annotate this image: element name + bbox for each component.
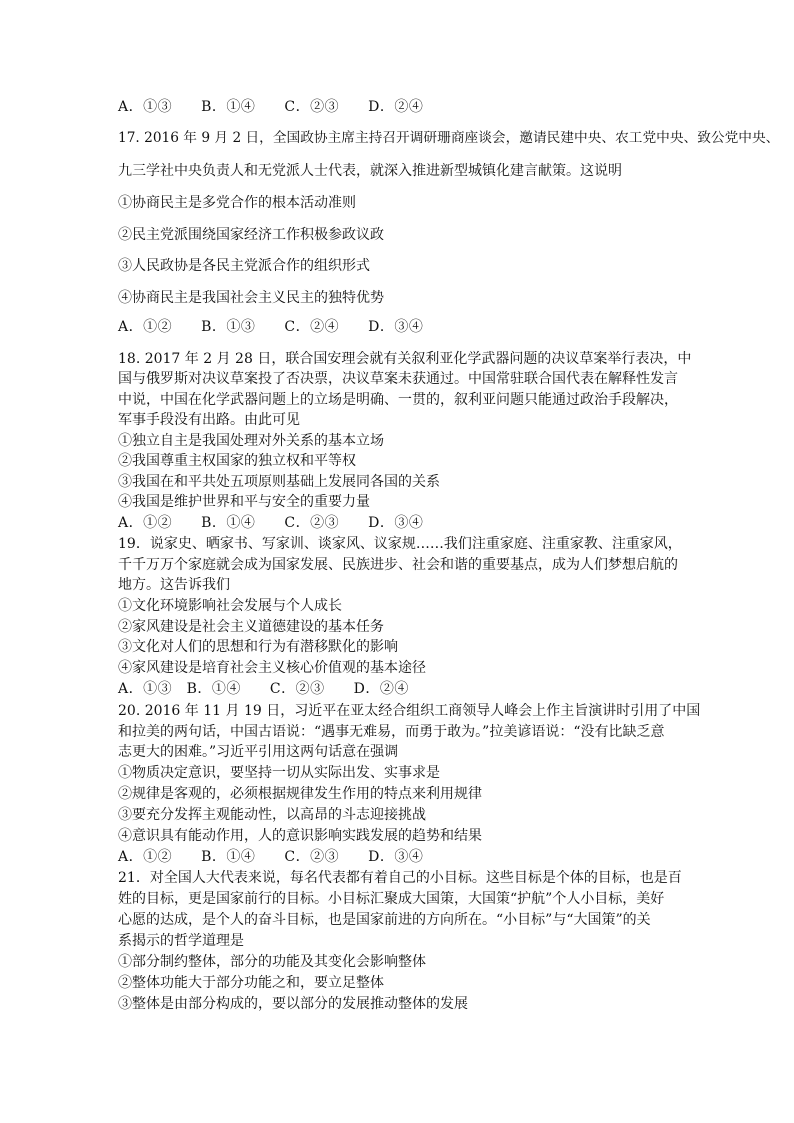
q21-stem-line-1: 21．对全国人大代表来说，每名代表都有着自己的小目标。这些目标是个体的目标，也是百 (118, 870, 682, 886)
q17-item-1: ①协商民主是多党合作的根本活动准则 (118, 195, 356, 211)
q20-stem-line-2: 和拉美的两句话，中国古语说：“遇事无难易，而勇于敢为。”拉美谚语说：“没有比缺乏意 (118, 724, 665, 740)
q20-stem-line-1: 20. 2016 年 11 月 19 日，习近平在亚太经合组织工商领导人峰会上作主旨演讲时引用了中国 (118, 703, 701, 719)
q17-item-2: ②民主党派围绕国家经济工作积极参政议政 (118, 227, 384, 243)
q18-item-3: ③我国在和平共处五项原则基础上发展同各国的关系 (118, 474, 440, 490)
q18-stem-line-1: 18. 2017 年 2 月 28 日，联合国安理会就有关叙利亚化学武器问题的决议草案举行表决，中 (118, 351, 692, 367)
q17-stem-line-1: 17. 2016 年 9 月 2 日，全国政协主席主持召开调研珊商座谈会，邀请民建中央、农工党中央、致公党中央、 (118, 130, 780, 146)
q17-stem-line-2: 九三学社中央负责人和无党派人士代表，就深入推进新型城镇化建言献策。这说明 (118, 163, 622, 179)
q18-item-1: ①独立自主是我国处理对外关系的基本立场 (118, 433, 384, 449)
q20-item-4: ④意识具有能动作用，人的意识影响实践发展的趋势和结果 (118, 828, 482, 844)
q19-stem-line-1: 19．说家史、晒家书、写家训、谈家风、议家规……我们注重家庭、注重家教、注重家风， (118, 536, 682, 552)
q18-item-2: ②我国尊重主权国家的独立权和平等权 (118, 453, 356, 469)
q20-options: A．①② B．①④ C．②③ D．③④ (118, 849, 424, 865)
q19-item-3: ③文化对人们的思想和行为有潜移默化的影响 (118, 639, 398, 655)
q19-stem-line-3: 地方。这告诉我们 (118, 577, 230, 593)
q19-item-1: ①文化环境影响社会发展与个人成长 (118, 598, 342, 614)
q21-item-3: ③整体是由部分构成的，要以部分的发展推动整体的发展 (118, 996, 468, 1012)
q17-item-3: ③人民政协是各民主党派合作的组织形式 (118, 258, 370, 274)
q20-item-1: ①物质决定意识，要坚持一切从实际出发、实事求是 (118, 765, 440, 781)
q18-options: A．①② B．①④ C．②③ D．③④ (118, 515, 424, 531)
q17-item-4: ④协商民主是我国社会主义民主的独特优势 (118, 290, 384, 306)
q19-stem-line-2: 千千万万个家庭就会成为国家发展、民族进步、社会和谐的重要基点，成为人们梦想启航的 (118, 557, 678, 573)
q18-item-4: ④我国是维护世界和平与安全的重要力量 (118, 494, 370, 510)
q21-item-2: ②整体功能大于部分功能之和，要立足整体 (118, 975, 384, 991)
q19-item-2: ②家风建设是社会主义道德建设的基本任务 (118, 619, 384, 635)
q20-stem-line-3: 志更大的困难。”习近平引用这两句话意在强调 (118, 744, 399, 760)
q20-item-2: ②规律是客观的，必须根据规律发生作用的特点来利用规律 (118, 786, 482, 802)
q21-item-1: ①部分制约整体，部分的功能及其变化会影响整体 (118, 954, 426, 970)
q18-stem-line-2: 国与俄罗斯对决议草案投了否决票，决议草案未获通过。中国常驻联合国代表在解释性发言 (118, 371, 678, 387)
q21-stem-line-2: 姓的目标，更是国家前行的目标。小目标汇聚成大国策，大国策“护航”个人小目标，美好 (118, 891, 665, 907)
q16-options: A．①③ B．①④ C．②③ D．②④ (118, 99, 424, 115)
q19-options: A．①③ B．①④ C．②③ D．②④ (118, 681, 409, 697)
q21-stem-line-4: 系揭示的哲学道理是 (118, 933, 244, 949)
q18-stem-line-4: 军事手段没有出路。由此可见 (118, 412, 300, 428)
q21-stem-line-3: 心愿的达成，是个人的奋斗目标，也是国家前进的方向所在。“小目标”与“大国策”的关 (118, 912, 651, 928)
q17-options: A．①② B．①③ C．②④ D．③④ (118, 319, 424, 335)
q20-item-3: ③要充分发挥主观能动性，以高昂的斗志迎接挑战 (118, 807, 426, 823)
q18-stem-line-3: 中说，中国在化学武器问题上的立场是明确、一贯的，叙利亚问题只能通过政治手段解决， (118, 392, 678, 408)
q19-item-4: ④家风建设是培育社会主义核心价值观的基本途径 (118, 660, 426, 676)
